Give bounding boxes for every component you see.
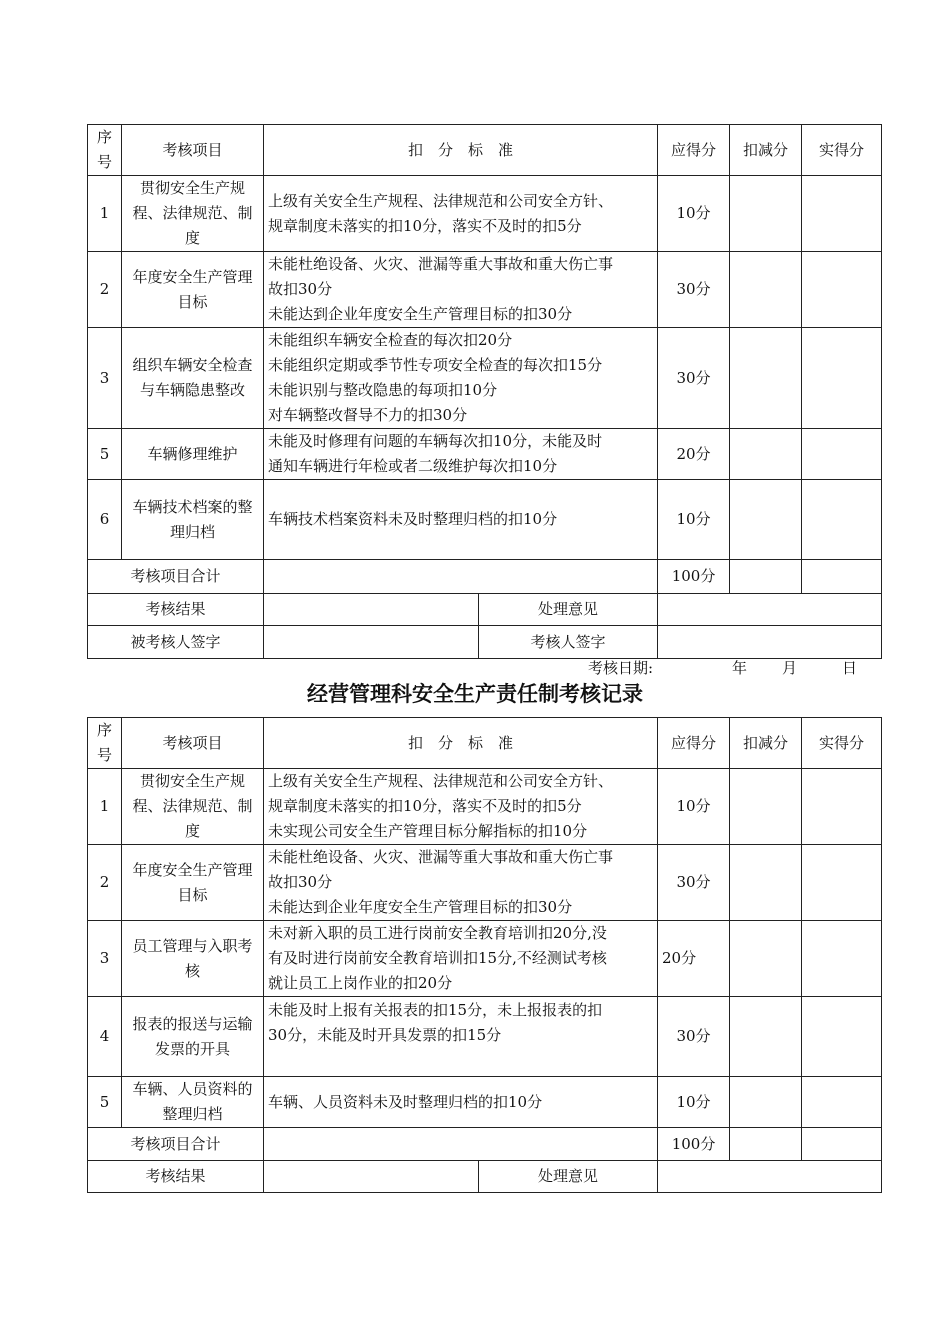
row-item: 报表的报送与运输发票的开具	[122, 997, 264, 1077]
total-actual-cell[interactable]	[802, 560, 882, 594]
header-standard: 扣 分 标 准	[264, 718, 658, 769]
row-seq: 6	[88, 480, 122, 560]
table-row	[88, 176, 882, 252]
row-item: 车辆、人员资料的整理归档	[122, 1077, 264, 1128]
row-standard	[264, 1077, 658, 1128]
row-deduction-cell[interactable]	[730, 480, 802, 560]
date-year: 年	[732, 659, 748, 677]
header-actual-score: 实得分	[802, 718, 882, 769]
row-actual-cell[interactable]	[802, 429, 882, 480]
standard-line: 未实现公司安全生产管理目标分解指标的扣10分	[268, 822, 588, 840]
row-deduction-cell[interactable]	[730, 769, 802, 845]
standard-line: 未能杜绝设备、火灾、泄漏等重大事故和重大伤亡事	[268, 255, 614, 273]
row-deduction-cell[interactable]	[730, 429, 802, 480]
standard-line: 通知车辆进行年检或者二级维护每次扣10分	[268, 457, 558, 475]
row-score: 10分	[658, 1077, 730, 1128]
row-score: 10分	[658, 480, 730, 560]
row-deduction-cell[interactable]	[730, 252, 802, 328]
row-item: 车辆技术档案的整理归档	[122, 480, 264, 560]
row-score: 10分	[658, 769, 730, 845]
standard-line: 未能组织定期或季节性专项安全检查的每次扣15分	[268, 356, 603, 374]
row-score: 10分	[658, 176, 730, 252]
row-score: 20分	[658, 429, 730, 480]
row-deduction-cell[interactable]	[730, 1077, 802, 1128]
signature-row	[88, 626, 882, 659]
examinee-sign-label: 被考核人签字	[88, 626, 264, 659]
standard-line: 未能识别与整改隐患的每项扣10分	[268, 381, 498, 399]
row-actual-cell[interactable]	[802, 997, 882, 1077]
row-deduction-cell[interactable]	[730, 921, 802, 997]
total-row	[88, 560, 882, 594]
row-seq: 5	[88, 1077, 122, 1128]
row-item: 车辆修理维护	[122, 429, 264, 480]
result-row	[88, 594, 882, 626]
row-seq: 4	[88, 997, 122, 1077]
result-label: 考核结果	[88, 594, 264, 626]
assessment-table-1	[87, 124, 882, 659]
standard-line: 30分，未能及时开具发票的扣15分	[268, 1026, 502, 1044]
total-score: 100分	[658, 1128, 730, 1161]
row-deduction-cell[interactable]	[730, 176, 802, 252]
row-standard	[264, 429, 658, 480]
row-seq: 5	[88, 429, 122, 480]
total-actual-cell[interactable]	[802, 1128, 882, 1161]
total-row	[88, 1128, 882, 1161]
row-standard	[264, 328, 658, 429]
row-seq: 1	[88, 769, 122, 845]
standard-line: 车辆技术档案资料未及时整理归档的扣10分	[268, 510, 558, 528]
header-due-score: 应得分	[658, 718, 730, 769]
row-item: 年度安全生产管理目标	[122, 845, 264, 921]
standard-line: 未能达到企业年度安全生产管理目标的扣30分	[268, 305, 573, 323]
row-actual-cell[interactable]	[802, 845, 882, 921]
total-deduction-cell[interactable]	[730, 560, 802, 594]
table-row	[88, 328, 882, 429]
row-actual-cell[interactable]	[802, 252, 882, 328]
date-month: 月	[782, 659, 798, 677]
total-score: 100分	[658, 560, 730, 594]
table-row	[88, 921, 882, 997]
row-seq: 2	[88, 845, 122, 921]
table-row	[88, 252, 882, 328]
examiner-sign-label: 考核人签字	[479, 626, 658, 659]
row-seq: 2	[88, 252, 122, 328]
opinion-value-cell[interactable]	[658, 594, 882, 626]
header-deduction: 扣减分	[730, 125, 802, 176]
date-day: 日	[842, 659, 858, 677]
row-standard	[264, 997, 658, 1077]
row-item: 组织车辆安全检查与车辆隐患整改	[122, 328, 264, 429]
total-blank-cell	[264, 560, 658, 594]
standard-line: 未能组织车辆安全检查的每次扣20分	[268, 331, 513, 349]
opinion-label: 处理意见	[479, 594, 658, 626]
table-row	[88, 480, 882, 560]
table-header-row	[88, 718, 882, 769]
standard-line: 车辆、人员资料未及时整理归档的扣10分	[268, 1092, 543, 1111]
standard-line: 规章制度未落实的扣10分，落实不及时的扣5分	[268, 797, 582, 815]
table-row	[88, 1077, 882, 1128]
header-item: 考核项目	[122, 718, 264, 769]
row-standard	[264, 769, 658, 845]
row-item: 贯彻安全生产规程、法律规范、制度	[122, 176, 264, 252]
header-actual-score: 实得分	[802, 125, 882, 176]
standard-line: 未能杜绝设备、火灾、泄漏等重大事故和重大伤亡事	[268, 848, 614, 866]
opinion-value-cell[interactable]	[658, 1161, 882, 1193]
table-row	[88, 845, 882, 921]
row-deduction-cell[interactable]	[730, 997, 802, 1077]
total-label: 考核项目合计	[88, 1128, 264, 1161]
row-score: 30分	[658, 845, 730, 921]
header-seq: 序号	[88, 125, 122, 176]
row-actual-cell[interactable]	[802, 769, 882, 845]
standard-line: 就让员工上岗作业的扣20分	[268, 974, 453, 992]
standard-line: 故扣30分	[268, 873, 333, 891]
row-score: 30分	[658, 997, 730, 1077]
header-item: 考核项目	[122, 125, 264, 176]
standard-line: 对车辆整改督导不力的扣30分	[268, 406, 468, 424]
header-standard: 扣 分 标 准	[264, 125, 658, 176]
header-seq: 序号	[88, 718, 122, 769]
standard-line: 上级有关安全生产规程、法律规范和公司安全方针、	[268, 191, 614, 210]
table-header-row	[88, 125, 882, 176]
date-label: 考核日期:	[588, 659, 654, 677]
standard-line: 故扣30分	[268, 280, 333, 298]
row-actual-cell[interactable]	[802, 921, 882, 997]
assessment-table-2	[87, 717, 882, 1193]
row-score: 20分	[658, 921, 730, 997]
result-row	[88, 1161, 882, 1193]
standard-line: 未对新入职的员工进行岗前安全教育培训扣20分,没	[268, 924, 607, 942]
row-actual-cell[interactable]	[802, 328, 882, 429]
row-score: 30分	[658, 252, 730, 328]
assessment-date-line	[0, 657, 950, 679]
row-deduction-cell[interactable]	[730, 328, 802, 429]
opinion-label: 处理意见	[479, 1161, 658, 1193]
standard-line: 上级有关安全生产规程、法律规范和公司安全方针、	[268, 772, 614, 790]
row-actual-cell[interactable]	[802, 480, 882, 560]
standard-line: 有及时进行岗前安全教育培训扣15分,不经测试考核	[268, 949, 607, 967]
row-standard	[264, 845, 658, 921]
row-seq: 3	[88, 921, 122, 997]
total-deduction-cell[interactable]	[730, 1128, 802, 1161]
row-deduction-cell[interactable]	[730, 845, 802, 921]
examiner-sign-cell[interactable]	[658, 626, 882, 659]
table-row	[88, 429, 882, 480]
row-standard	[264, 921, 658, 997]
row-standard	[264, 480, 658, 560]
row-item: 贯彻安全生产规程、法律规范、制度	[122, 769, 264, 845]
row-standard	[264, 176, 658, 252]
row-score: 30分	[658, 328, 730, 429]
row-seq: 3	[88, 328, 122, 429]
standard-line: 未能及时上报有关报表的扣15分，未上报报表的扣	[268, 1001, 603, 1019]
standard-line: 规章制度未落实的扣10分，落实不及时的扣5分	[268, 216, 582, 235]
row-standard	[264, 252, 658, 328]
result-value-cell[interactable]	[264, 1161, 479, 1193]
total-label: 考核项目合计	[88, 560, 264, 594]
table-row	[88, 997, 882, 1077]
row-seq: 1	[88, 176, 122, 252]
table-row	[88, 769, 882, 845]
row-actual-cell[interactable]	[802, 1077, 882, 1128]
header-due-score: 应得分	[658, 125, 730, 176]
row-item: 员工管理与入职考核	[122, 921, 264, 997]
result-value-cell[interactable]	[264, 594, 479, 626]
header-deduction: 扣减分	[730, 718, 802, 769]
total-blank-cell	[264, 1128, 658, 1161]
row-actual-cell[interactable]	[802, 176, 882, 252]
result-label: 考核结果	[88, 1161, 264, 1193]
document-title: 经营管理科安全生产责任制考核记录	[307, 682, 643, 706]
standard-line: 未能及时修理有问题的车辆每次扣10分，未能及时	[268, 432, 603, 450]
standard-line: 未能达到企业年度安全生产管理目标的扣30分	[268, 898, 573, 916]
row-item: 年度安全生产管理目标	[122, 252, 264, 328]
examinee-sign-cell[interactable]	[264, 626, 479, 659]
